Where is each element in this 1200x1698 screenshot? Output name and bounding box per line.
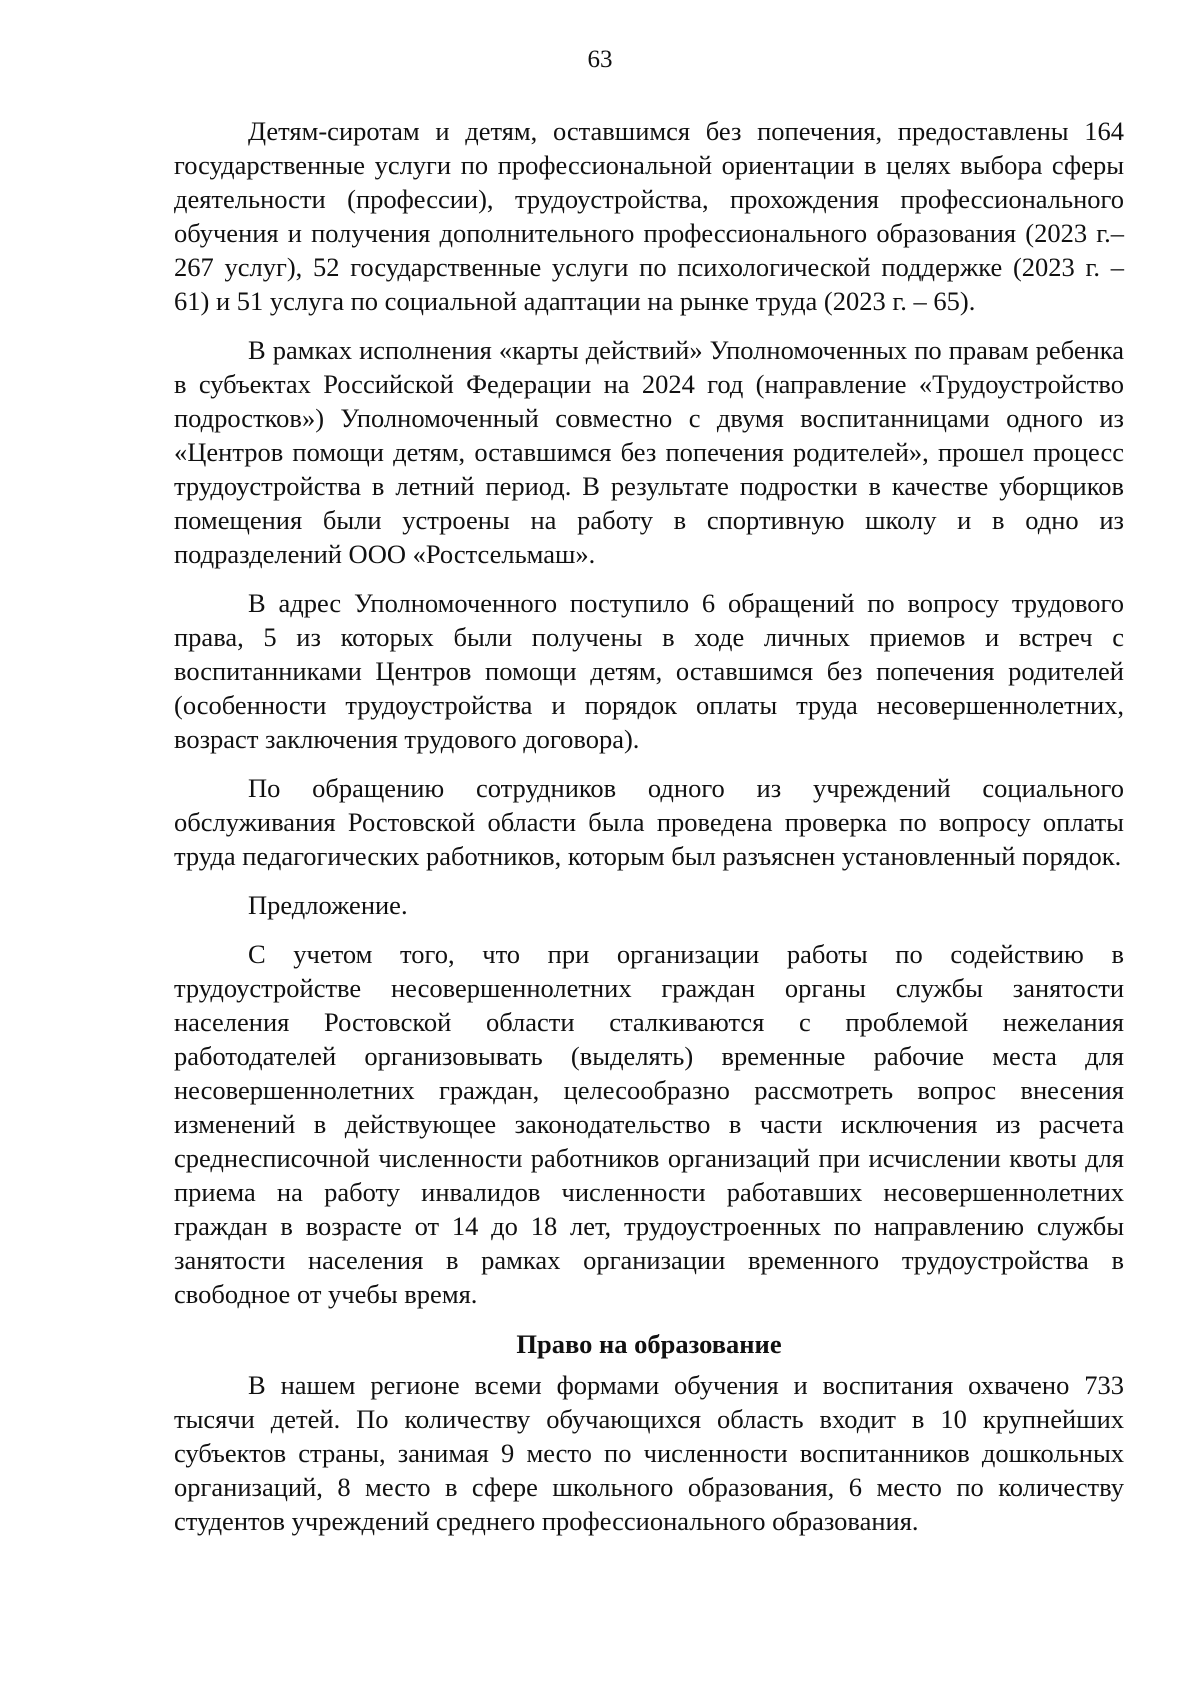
paragraph-proposal-label: Предложение. [248,890,408,920]
paragraph-salary-check: По обращению сотрудников одного из учреждений социального обслуживания Ростовской области была проведена проверка по вопросу оплаты труда педагогических работников, которым был разъяснен установленный порядок. [174,773,1124,871]
paragraph-labor-appeals: В адрес Уполномоченного поступило 6 обращений по вопросу трудового права, 5 из которых были получены в ходе личных приемов и встреч с воспитанниками Центров помощи детям, оставшимся без попечения родителей (особенности трудоустройства и порядок оплаты труда несовершеннолетних, возраст заключения трудового договора). [174,588,1124,754]
page-number: 63 [587,46,613,73]
paragraph-orphan-services: Детям-сиротам и детям, оставшимся без попечения, предоставлены 164 государственные услуги по профессиональной ориентации в целях выбора сферы деятельности (профессии), трудоустройства, прохождения профессионального обучения и получения дополнительного профессионального образования (2023 г.– 267 услуг), 52 государственные услуги по психологической поддержке (2023 г. – 61) и 51 услуга по социальной адаптации на рынке труда (2023 г. – 65). [174,116,1124,316]
paragraph-proposal-text: С учетом того, что при организации работы по содействию в трудоустройстве несовершеннолетних граждан органы службы занятости населения Ростовской области сталкиваются с проблемой нежелания работодателей организовывать (выделять) временные рабочие места для несовершеннолетних граждан, целесообразно рассмотреть вопрос внесения изменений в действующее законодательство в части исключения из расчета среднесписочной численности работников организаций при исчислении квоты для приема на работу инвалидов численности работавших несовершеннолетних граждан в возрасте от 14 до 18 лет, трудоустроенных по направлению службы занятости населения в рамках организации временного трудоустройства в свободное от учебы время. [174,939,1124,1309]
document-body [174,114,1124,1553]
section-heading: Право на образование [516,1329,782,1359]
paragraph-action-map: В рамках исполнения «карты действий» Уполномоченных по правам ребенка в субъектах Российской Федерации на 2024 год (направление «Трудоустройство подростков») Уполномоченный совместно с двумя воспитанницами одного из «Центров помощи детям, оставшимся без попечения родителей», прошел процесс трудоустройства в летний период. В результате подростки в качестве уборщиков помещения были устроены на работу в спортивную школу и в одно из подразделений ООО «Ростсельмаш». [174,335,1124,569]
paragraph-education-stats: В нашем регионе всеми формами обучения и воспитания охвачено 733 тысячи детей. По количеству обучающихся область входит в 10 крупнейших субъектов страны, занимая 9 место по численности воспитанников дошкольных организаций, 8 место в сфере школьного образования, 6 место по количеству студентов учреждений среднего профессионального образования. [174,1370,1124,1536]
